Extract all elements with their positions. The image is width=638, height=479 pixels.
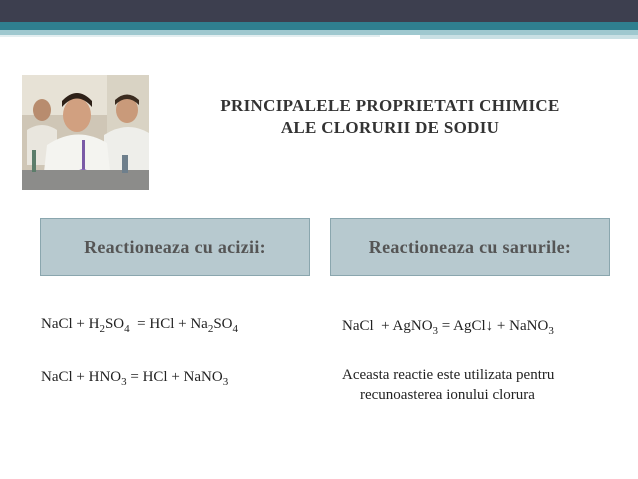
eq3-part: NaCl + AgNO — [342, 318, 433, 334]
eq1-subscript: 4 — [124, 323, 130, 335]
equation-sulfuric-acid — [41, 316, 238, 333]
title-line-1: PRINCIPALELE PROPRIETATI CHIMICE — [220, 96, 560, 115]
eq3-part: = AgCl↓ + NaNO — [438, 318, 549, 334]
note-line-1: Aceasta reactie este utilizata pentru — [342, 367, 555, 383]
equation-nitric-acid — [41, 369, 228, 386]
reaction-note — [342, 365, 632, 405]
students-lab-photo — [22, 75, 149, 190]
acids-header-box — [40, 218, 310, 276]
title-line-2: ALE CLORURII DE SODIU — [280, 118, 500, 137]
header-accent-line — [0, 35, 380, 37]
eq1-subscript: 2 — [99, 323, 105, 335]
header-band-dark — [0, 0, 638, 22]
eq1-part: SO — [213, 316, 233, 332]
eq1-part: SO — [104, 316, 125, 332]
eq2-part: = HCl + NaNO — [126, 369, 223, 385]
eq1-part: NaCl + H — [41, 316, 100, 332]
header-band-teal — [0, 22, 638, 30]
eq2-subscript: 3 — [121, 376, 127, 388]
salts-header-box — [330, 218, 610, 276]
eq1-part: = HCl + Na — [129, 316, 208, 332]
eq1-subscript: 2 — [207, 323, 214, 335]
eq3-subscript: 3 — [432, 325, 439, 337]
eq1-subscript: 4 — [232, 323, 239, 335]
acids-header-label: Reactioneaza cu acizii: — [84, 236, 266, 257]
page-title — [160, 95, 620, 139]
eq2-subscript: 3 — [222, 376, 229, 388]
note-line-2: recunoasterea ionului clorura — [360, 387, 535, 403]
header-accent-block — [420, 35, 638, 39]
eq2-part: NaCl + HNO — [41, 369, 122, 385]
equation-silver-nitrate — [342, 318, 554, 335]
eq3-subscript: 3 — [548, 325, 554, 337]
salts-header-label: Reactioneaza cu sarurile: — [368, 236, 572, 257]
